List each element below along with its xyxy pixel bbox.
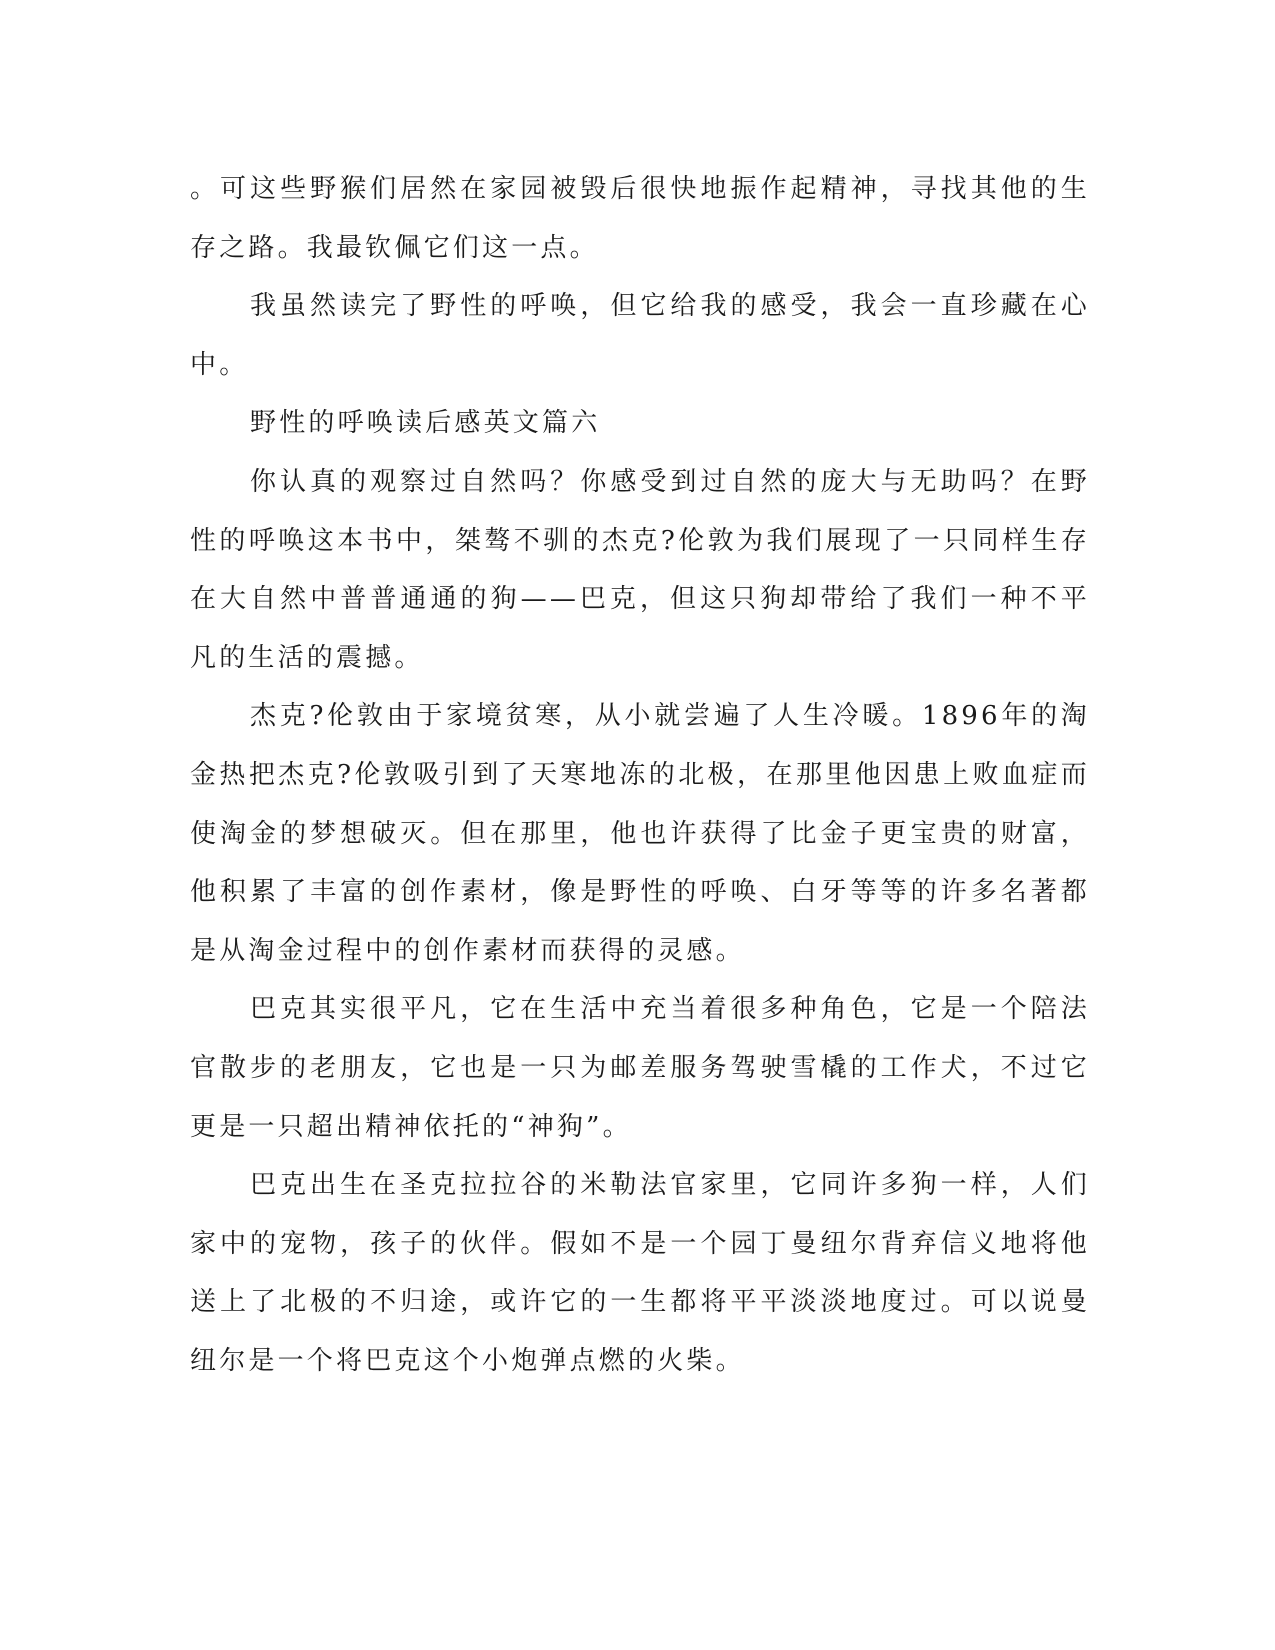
paragraph: 巴克其实很平凡，它在生活中充当着很多种角色，它是一个陪法官散步的老朋友，它也是一只为邮差服务驾驶雪橇的工作犬，不过它更是一只超出精神依托的“神狗”。 (190, 994, 1090, 1142)
paragraph: 巴克出生在圣克拉拉谷的米勒法官家里，它同许多狗一样，人们家中的宠物，孩子的伙伴。假如不是一个园丁曼纽尔背弃信义地将他送上了北极的不归途，或许它的一生都将平平淡淡地度过。可以说曼纽尔是一个将巴克这个小炮弹点燃的火柴。 (190, 1170, 1090, 1376)
paragraph: 你认真的观察过自然吗？你感受到过自然的庞大与无助吗？在野性的呼唤这本书中，桀骜不驯的杰克?伦敦为我们展现了一只同样生存在大自然中普普通通的狗——巴克，但这只狗却带给了我们一种不平凡的生活的震撼。 (190, 466, 1090, 673)
paragraph: 我虽然读完了野性的呼唤，但它给我的感受，我会一直珍藏在心中。 (190, 291, 1090, 380)
paragraph: 杰克?伦敦由于家境贫寒，从小就尝遍了人生冷暖。1896年的淘金热把杰克?伦敦吸引到了天寒地冻的北极，在那里他因患上败血症而使淘金的梦想破灭。但在那里，他也许获得了比金子更宝贵的财富，他积累了丰富的创作素材，像是野性的呼唤、白牙等等的许多名著都是从淘金过程中的创作素材而获得的灵感。 (190, 701, 1090, 966)
body-text (190, 160, 1090, 1390)
paragraph-continuation: 。可这些野猴们居然在家园被毁后很快地振作起精神，寻找其他的生存之路。我最钦佩它们这一点。 (190, 174, 1090, 263)
section-heading: 野性的呼唤读后感英文篇六 (250, 408, 601, 439)
